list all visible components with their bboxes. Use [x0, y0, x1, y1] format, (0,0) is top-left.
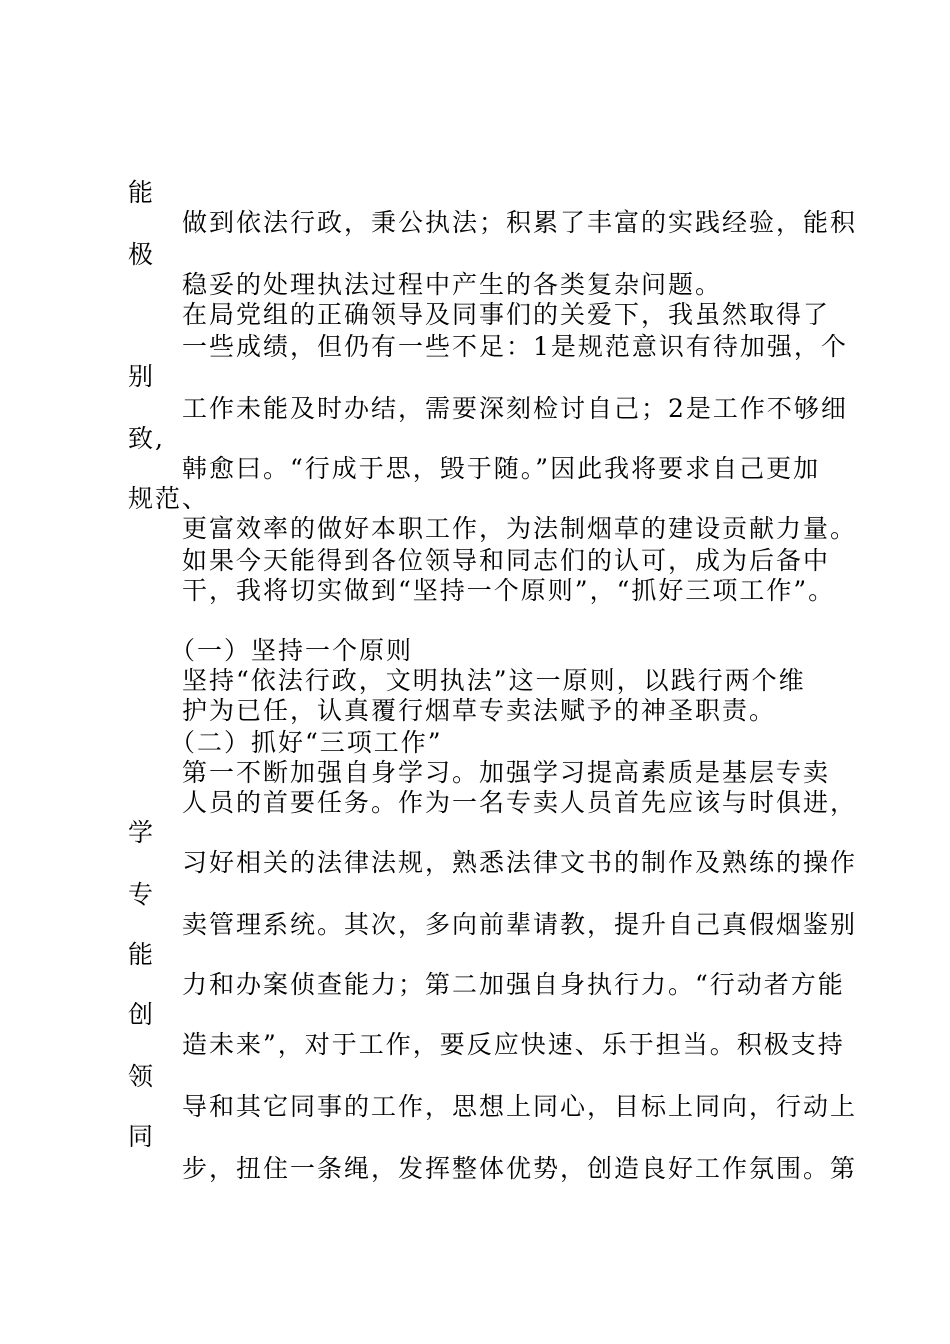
text-line: （一）坚持一个原则 — [170, 636, 414, 665]
text-line: 创 — [128, 1000, 156, 1029]
text-line: 更富效率的做好本职工作，为法制烟草的建设贡献力量。 — [182, 514, 858, 543]
text-line: 护为已任，认真覆行烟草专卖法赋予的神圣职责。 — [182, 696, 777, 725]
text-line: 卖管理系统。其次，多向前辈请教，提升自己真假烟鉴别 — [182, 910, 858, 939]
text-line: 步，扭住一条绳，发挥整体优势，创造良好工作氛围。第 — [182, 1154, 858, 1183]
text-line: 造未来”，对于工作，要反应快速、乐于担当。积极支持 — [182, 1030, 845, 1059]
text-line: 力和办案侦查能力；第二加强自身执行力。“行动者方能 — [182, 970, 845, 999]
text-line: 别 — [128, 362, 156, 391]
text-line: 干，我将切实做到“坚持一个原则”，“抓好三项工作”。 — [182, 576, 836, 605]
text-line: 韩愈曰。“行成于思，毁于随。”因此我将要求自己更加 — [182, 454, 821, 483]
text-line: 习好相关的法律法规，熟悉法律文书的制作及熟练的操作 — [182, 848, 858, 877]
text-line: 极 — [128, 240, 156, 269]
text-line: 坚持“依法行政，文明执法”这一原则，以践行两个维 — [182, 666, 806, 695]
text-line: 同 — [128, 1122, 156, 1151]
text-line: 工作未能及时办结，需要深刻检讨自己；2是工作不够细 — [182, 394, 848, 423]
text-line: 在局党组的正确领导及同事们的关爱下，我虽然取得了 — [182, 300, 831, 329]
text-line: 第一不断加强自身学习。加强学习提高素质是基层专卖 — [182, 758, 831, 787]
text-line: （二）抓好“三项工作” — [170, 728, 443, 757]
text-line: 稳妥的处理执法过程中产生的各类复杂问题。 — [182, 270, 723, 299]
text-line: 导和其它同事的工作，思想上同心，目标上同向，行动上 — [182, 1092, 858, 1121]
text-line: 做到依法行政，秉公执法；积累了丰富的实践经验，能积 — [182, 208, 858, 237]
text-line: 能 — [128, 940, 156, 969]
text-line: 规范、 — [128, 484, 210, 513]
text-line: 致, — [128, 424, 165, 453]
text-line: 一些成绩，但仍有一些不足：1是规范意识有待加强，个 — [182, 332, 848, 361]
text-line: 学 — [128, 818, 156, 847]
text-line: 专 — [128, 880, 156, 909]
text-line: 人员的首要任务。作为一名专卖人员首先应该与时俱进， — [182, 788, 858, 817]
text-line: 如果今天能得到各位领导和同志们的认可，成为后备中 — [182, 546, 831, 575]
text-line: 领 — [128, 1062, 156, 1091]
text-line: 能 — [128, 178, 156, 207]
